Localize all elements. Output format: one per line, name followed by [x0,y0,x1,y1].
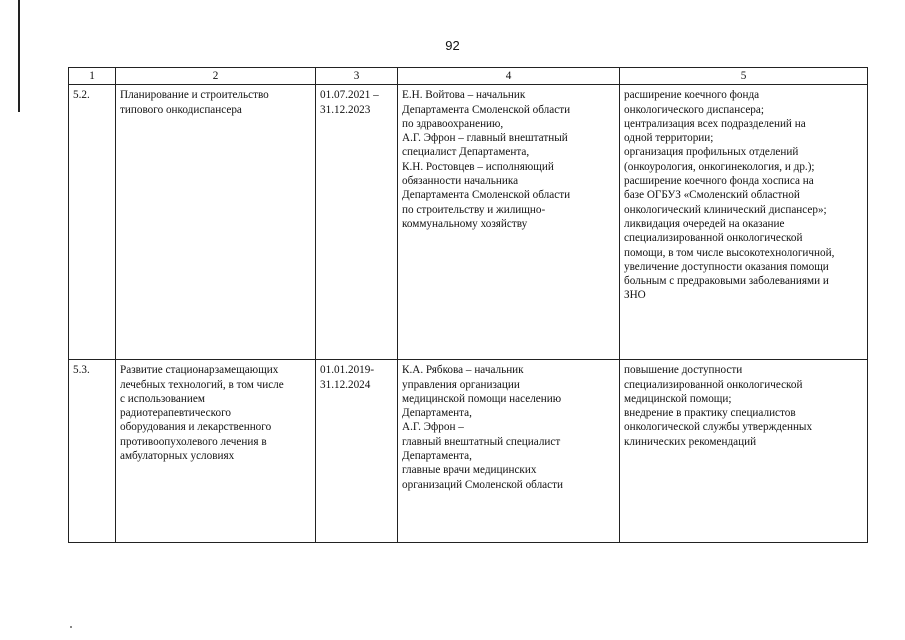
result-line: внедрение в практику специалистов [624,407,796,420]
action-plan-table [68,67,868,543]
responsible-line: А.Г. Эфрон – [402,421,464,434]
period-cell [316,85,398,360]
result-line: больным с предраковыми заболеваниями и [624,275,829,288]
header-cell: 5 [620,68,868,85]
responsible-line: главные врачи медицинских [402,464,537,477]
result-cell [620,85,868,360]
responsible-line: Департамента Смоленской области [402,189,571,202]
event-line: типового онкодиспансера [120,103,242,116]
responsible-line: главный внештатный специалист [402,435,561,448]
header-cell: 1 [69,68,116,85]
responsible-line: Департамента, [402,407,472,420]
event-line: радиотерапевтического [120,407,231,420]
responsible-line: Департамента, [402,450,472,463]
header-cell: 4 [398,68,620,85]
result-line: организация профильных отделений [624,146,799,159]
period-cell [316,360,398,543]
responsible-line: К.А. Рябкова – начальник [402,364,524,377]
header-cell: 2 [116,68,316,85]
event-cell [116,85,316,360]
responsible-line: по здравоохранению, [402,117,504,130]
result-line: расширение коечного фонда хосписа на [624,175,814,188]
result-line: медицинской помощи; [624,392,732,405]
result-line: централизация всех подразделений на [624,117,806,130]
period-line: 31.12.2023 [320,103,371,116]
row-number: 5.3. [73,364,90,377]
scan-speck [70,626,72,628]
result-line: помощи, в том числе высокотехнологичной, [624,246,835,259]
result-line: одной территории; [624,132,714,145]
row-number-cell [69,85,116,360]
result-line: клинических рекомендаций [624,435,757,448]
result-line: онкологический клинический диспансер»; [624,203,827,216]
table-row [69,360,868,543]
responsible-line: Департамента Смоленской области [402,103,571,116]
responsible-line: управления организации [402,378,520,391]
result-line: онкологической службы утвержденных [624,421,813,434]
result-cell [620,360,868,543]
row-number: 5.2. [73,89,90,102]
responsible-cell [398,85,620,360]
result-line: онкологического диспансера; [624,103,764,116]
event-line: лечебных технологий, в том числе [120,378,284,391]
responsible-line: по строительству и жилищно- [402,203,546,216]
responsible-line: Е.Н. Войтова – начальник [402,89,526,102]
result-line: расширение коечного фонда [624,89,760,102]
header-cell: 3 [316,68,398,85]
result-line: ликвидация очередей на оказание [624,217,785,230]
result-line: увеличение доступности оказания помощи [624,260,829,273]
result-line: базе ОГБУЗ «Смоленский областной [624,189,800,202]
result-line: специализированной онкологической [624,232,803,245]
period-line: 01.01.2019- [320,364,375,377]
responsible-line: медицинской помощи населению [402,392,562,405]
table-header-row [69,68,868,85]
event-cell [116,360,316,543]
event-line: Развитие стационарзамещающих [120,364,279,377]
event-line: оборудования и лекарственного [120,421,272,434]
responsible-line: А.Г. Эфрон – главный внештатный [402,132,568,145]
responsible-line: К.Н. Ростовцев – исполняющий [402,160,554,173]
result-line: ЗНО [624,289,646,302]
result-line: повышение доступности [624,364,743,377]
event-line: противоопухолевого лечения в [120,435,267,448]
result-line: (онкоурология, онкогинекология, и др.); [624,160,815,173]
left-margin-bar [18,0,20,112]
responsible-line: организаций Смоленской области [402,478,563,491]
responsible-cell [398,360,620,543]
result-line: специализированной онкологической [624,378,803,391]
period-line: 01.07.2021 – [320,89,379,102]
period-line: 31.12.2024 [320,378,371,391]
responsible-line: обязанности начальника [402,175,519,188]
event-line: Планирование и строительство [120,89,269,102]
responsible-line: специалист Департамента, [402,146,530,159]
responsible-line: коммунальному хозяйству [402,217,528,230]
event-line: амбулаторных условиях [120,450,235,463]
event-line: с использованием [120,392,205,405]
page-number: 92 [445,38,460,53]
row-number-cell [69,360,116,543]
table-row [69,85,868,360]
